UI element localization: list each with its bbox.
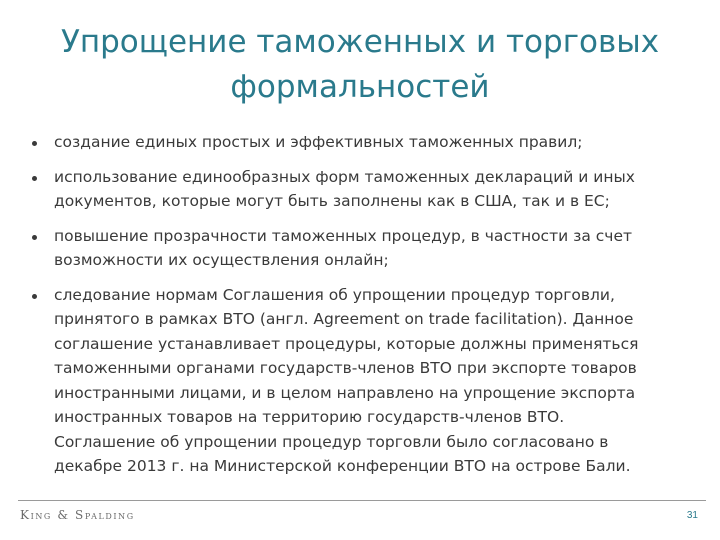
bullet-dot-icon	[32, 176, 37, 181]
slide-title: Упрощение таможенных и торговых формальностей	[60, 24, 660, 105]
bullet-list	[30, 130, 670, 489]
bullet-text: повышение прозрачности таможенных процедур, в частности за счет возможности их осуществления онлайн;	[54, 226, 633, 269]
bullet-dot-icon	[32, 141, 37, 146]
footer-divider	[18, 500, 706, 501]
page-number: 31	[686, 510, 698, 521]
company-logo: King & Spalding	[20, 508, 135, 522]
bullet-text: создание единых простых и эффективных таможенных правил;	[54, 133, 583, 151]
bullet-item	[30, 224, 670, 273]
bullet-dot-icon	[32, 235, 37, 240]
bullet-item	[30, 283, 670, 479]
bullet-text: использование единообразных форм таможенных деклараций и иных документов, которые могут быть заполнены как в США, так и в ЕС;	[54, 167, 635, 210]
bullet-dot-icon	[32, 294, 37, 299]
bullet-item	[30, 130, 670, 155]
bullet-item	[30, 165, 670, 214]
bullet-text: следование нормам Соглашения об упрощении процедур торговли, принятого в рамках ВТО (англ. Agreement on trade facilitation). Данное соглашение устанавливает процедуры, которые должны применяться таможенными органами государств-членов ВТО при экспорте товаров иностранными лицами, и в целом направлено на упрощение экспорта иностранных товаров на территорию государств-членов ВТО. Соглашение об упрощении процедур торговли было согласовано в декабре 2013 г. на Министерской конференции ВТО на острове Бали.	[54, 285, 639, 475]
